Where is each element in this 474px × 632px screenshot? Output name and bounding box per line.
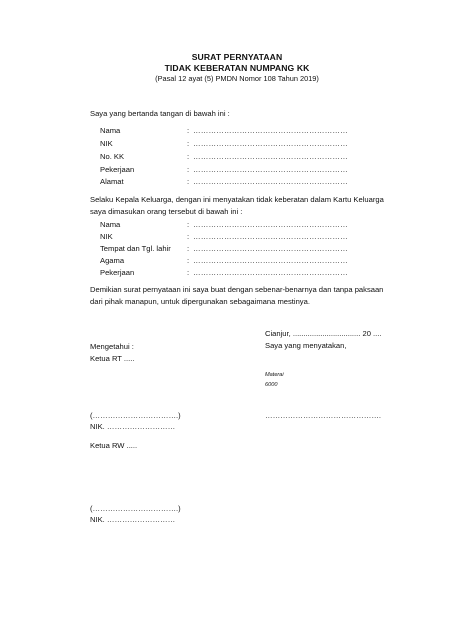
rt-name-line: (…………………………….) (90, 411, 181, 420)
field-label-pekerjaan: Pekerjaan (100, 268, 135, 277)
place-date-line: Cianjur, ................................ 20 .... (265, 329, 382, 338)
field-colon: : (187, 139, 190, 148)
fill-line: …………………………………………………… (193, 232, 348, 241)
field-colon: : (187, 152, 190, 161)
materai-label: Materai (265, 372, 284, 378)
field-colon: : (187, 165, 190, 174)
acknowledged-label: Mengetahui : (90, 342, 134, 351)
field-label-nik: NIK (100, 139, 113, 148)
materai-value: 6000 (265, 382, 278, 388)
legal-reference: (Pasal 12 ayat (5) PMDN Nomor 108 Tahun 2019) (155, 74, 319, 83)
field-label-pekerjaan: Pekerjaan (100, 165, 135, 174)
fill-line: …………………………………………………… (193, 256, 348, 265)
field-label-tempat-tgl-lahir: Tempat dan Tgl. lahir (100, 244, 171, 253)
document-subtitle: TIDAK KEBERATAN NUMPANG KK (164, 63, 310, 73)
rw-label: Ketua RW ..... (90, 441, 138, 450)
fill-line: …………………………………………………… (193, 139, 348, 148)
field-label-no-kk: No. KK (100, 152, 125, 161)
field-colon: : (187, 232, 190, 241)
field-colon: : (187, 177, 190, 186)
field-label-nama: Nama (100, 126, 121, 135)
declarant-label: Saya yang menyatakan, (265, 341, 347, 350)
section1-intro: Saya yang bertanda tangan di bawah ini : (90, 109, 230, 118)
fill-line: …………………………………………………… (193, 177, 348, 186)
field-colon: : (187, 244, 190, 253)
field-label-agama: Agama (100, 256, 125, 265)
fill-line: …………………………………………………… (193, 152, 348, 161)
fill-line: …………………………………………………… (193, 268, 348, 277)
section2-intro: Selaku Kepala Keluarga, dengan ini menyatakan tidak keberatan dalam Kartu Keluarga saya dimasukan orang tersebut di bawah ini : (90, 195, 384, 216)
declarant-name-line: ………………………………………. (265, 411, 382, 420)
rt-nik-line: NIK. ……………………… (90, 422, 176, 431)
fill-line: …………………………………………………… (193, 165, 348, 174)
field-colon: : (187, 268, 190, 277)
document-title: SURAT PERNYATAAN (191, 52, 283, 62)
field-label-alamat: Alamat (100, 177, 124, 186)
field-colon: : (187, 256, 190, 265)
closing-statement: Demikian surat pernyataan ini saya buat dengan sebenar-benarnya dan tanpa paksaan dari pihak manapun, untuk dipergunakan sebagaimana mestinya. (90, 285, 384, 306)
rt-label: Ketua RT ..... (90, 354, 135, 363)
field-colon: : (187, 220, 190, 229)
field-colon: : (187, 126, 190, 135)
fill-line: …………………………………………………… (193, 244, 348, 253)
fill-line: …………………………………………………… (193, 126, 348, 135)
fill-line: …………………………………………………… (193, 220, 348, 229)
rw-name-line: (…………………………….) (90, 504, 181, 513)
field-label-nik: NIK (100, 232, 113, 241)
field-label-nama: Nama (100, 220, 121, 229)
rw-nik-line: NIK. ……………………… (90, 515, 176, 524)
